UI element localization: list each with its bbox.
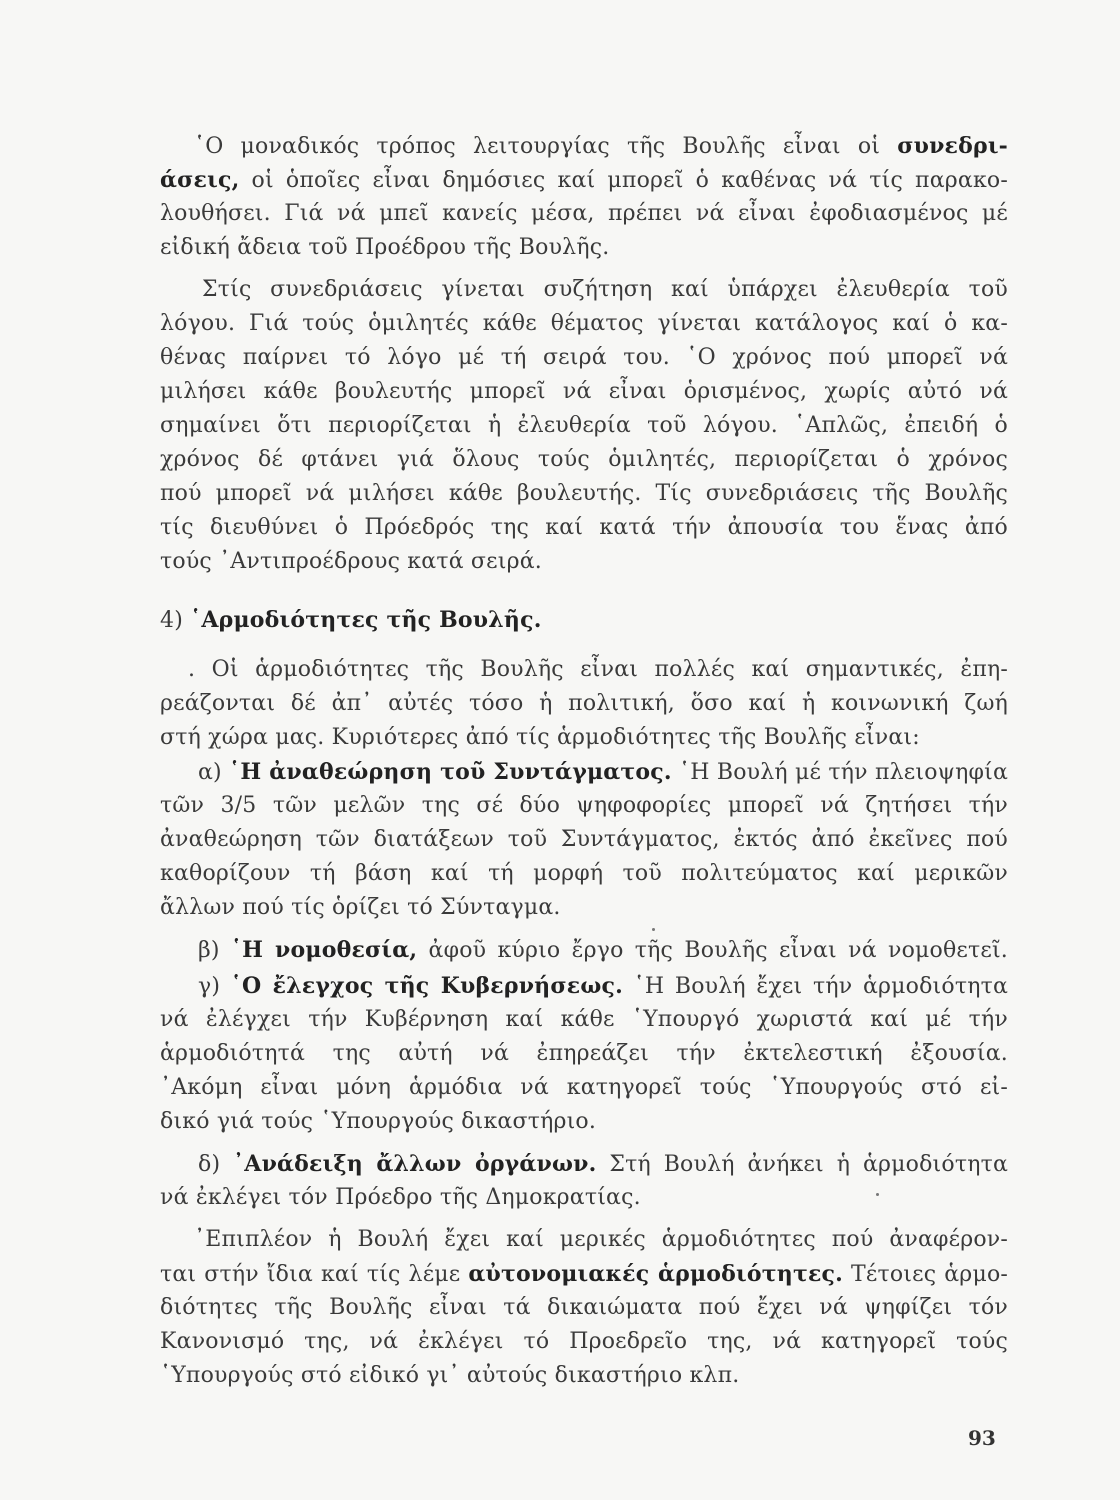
text-line: [160, 166, 1008, 195]
text-line: [160, 514, 1008, 542]
bold-text: ῾Η νομοθεσία,: [230, 937, 418, 963]
text-segment: λουθήσει. Γιά νά μπεῖ κανείς μέσα, πρέπει νά εἶναι ἐφοδιασμένος μέ: [160, 201, 1008, 226]
text-line: [160, 344, 1008, 372]
text-segment: πού μπορεῖ νά μιλήσει κάθε βουλευτής. Τίς συνεδριάσεις τῆς Βουλῆς: [160, 481, 1008, 506]
bold-text: συνεδρι-: [897, 133, 1008, 159]
text-line: [160, 548, 1008, 576]
text-segment: γ): [198, 974, 231, 999]
text-segment: τούς ᾽Αντιπροέδρους κατά σειρά.: [160, 549, 542, 574]
bold-text: ῾Ο ἔλεγχος τῆς Κυβερνήσεως.: [230, 973, 623, 999]
text-line: [160, 200, 1008, 228]
text-segment: Κανονισμό της, νά ἐκλέγει τό Προεδρεῖο της, νά κατηγορεῖ τούς: [160, 1329, 1008, 1354]
list-item-b: [160, 936, 1008, 965]
text-segment: λόγου. Γιά τούς ὁμιλητές κάθε θέματος γίνεται κατάλογος καί ὁ κα-: [160, 311, 1008, 336]
text-segment: ρεάζονται δέ ἀπ᾽ αὐτές τόσο ἡ πολιτική, ὅσο καί ἡ κοινωνική ζωή: [160, 691, 1008, 716]
text-line: [160, 792, 1008, 820]
text-line: [160, 276, 1008, 304]
text-segment: ῾Η Βουλή μέ τήν πλειοψηφία: [671, 760, 1008, 785]
text-line: [160, 690, 1008, 718]
text-line: [160, 894, 1008, 922]
text-segment: . Οἱ ἁρμοδιότητες τῆς Βουλῆς εἶναι πολλές καί σημαντικές, ἐπη-: [188, 657, 1008, 682]
text-line: [160, 132, 1008, 161]
print-speck: [876, 1193, 879, 1196]
text-segment: ῾Ο μοναδικός τρόπος λειτουργίας τῆς Βουλῆς εἶναι οἱ: [194, 134, 898, 159]
text-line: [160, 1074, 1008, 1102]
text-segment: α): [198, 760, 230, 785]
bold-text: ῾Αρμοδιότητες τῆς Βουλῆς.: [190, 607, 542, 633]
text-line: [160, 1294, 1008, 1322]
text-segment: ᾽Ακόμη εἶναι μόνη ἁρμόδια νά κατηγορεῖ τούς ῾Υπουργούς στό εἰ-: [160, 1075, 1008, 1100]
text-segment: θένας παίρνει τό λόγο μέ τή σειρά του. ῾Ο χρόνος πού μπορεῖ νά: [160, 345, 1008, 370]
text-segment: ἀναθεώρηση τῶν διατάξεων τοῦ Συντάγματος, ἐκτός ἀπό ἐκεῖνες πού: [160, 827, 1008, 852]
text-segment: ῾Η Βουλή ἔχει τήν ἁρμοδιότητα: [622, 974, 1009, 999]
text-line: [160, 1362, 1008, 1390]
text-line: [160, 234, 1008, 262]
text-segment: οἱ ὁποῖες εἶναι δημόσιες καί μπορεῖ ὁ καθένας νά τίς παρακο-: [239, 168, 1008, 193]
text-segment: ἁρμοδιότητά της αὐτή νά ἐπηρεάζει τήν ἐκτελεστική ἐξουσία.: [160, 1041, 1008, 1066]
text-segment: τῶν 3/5 τῶν μελῶν της σέ δύο ψηφοφορίες μπορεῖ νά ζητήσει τήν: [160, 793, 1008, 818]
text-segment: δ): [198, 1152, 234, 1177]
text-line: [160, 480, 1008, 508]
bold-text: ῾Η ἀναθεώρηση τοῦ Συντάγματος.: [229, 759, 672, 785]
text-line: [160, 1226, 1008, 1254]
print-speck: [652, 928, 655, 931]
text-segment: μιλήσει κάθε βουλευτής μπορεῖ νά εἶναι ὁρισμένος, χωρίς αὐτό νά: [160, 379, 1008, 404]
text-line: [160, 1006, 1008, 1034]
text-line: [160, 446, 1008, 474]
text-line: [160, 826, 1008, 854]
text-line: [160, 378, 1008, 406]
text-segment: ται στήν ἴδια καί τίς λέμε: [160, 1262, 469, 1287]
text-segment: β): [198, 938, 231, 963]
text-line: [160, 1184, 1008, 1212]
text-line: [160, 1108, 1008, 1136]
text-segment: Στή Βουλή ἀνήκει ἡ ἁρμοδιότητα: [596, 1152, 1008, 1177]
text-line: [160, 1260, 1008, 1289]
text-segment: εἰδική ἄδεια τοῦ Προέδρου τῆς Βουλῆς.: [160, 235, 610, 260]
text-segment: τίς διευθύνει ὁ Πρόεδρός της καί κατά τήν ἀπουσία του ἕνας ἀπό: [160, 515, 1008, 540]
text-segment: ἀφοῦ κύριο ἔργο τῆς Βουλῆς εἶναι νά νομοθετεῖ.: [417, 938, 1008, 963]
text-segment: χρόνος δέ φτάνει γιά ὅλους τούς ὁμιλητές, περιορίζεται ὁ χρόνος: [160, 447, 1008, 472]
text-line: [160, 1328, 1008, 1356]
page-number: 93: [968, 1426, 996, 1450]
text-line: [160, 412, 1008, 440]
text-line: [160, 1040, 1008, 1068]
text-segment: νά ἐκλέγει τόν Πρόεδρο τῆς Δημοκρατίας.: [160, 1185, 641, 1210]
text-segment: 4): [160, 608, 191, 633]
text-segment: στή χώρα μας. Κυριότερες ἀπό τίς ἁρμοδιότητες τῆς Βουλῆς εἶναι:: [160, 725, 920, 750]
text-segment: διότητες τῆς Βουλῆς εἶναι τά δικαιώματα πού ἔχει νά ψηφίζει τόν: [160, 1295, 1008, 1320]
bold-text: άσεις,: [160, 167, 240, 193]
text-line: [160, 724, 1008, 752]
text-line: [160, 860, 1008, 888]
section-heading: [160, 606, 1008, 635]
bold-text: ᾽Ανάδειξη ἄλλων ὀργάνων.: [233, 1151, 597, 1177]
text-line: [160, 310, 1008, 338]
text-segment: σημαίνει ὅτι περιορίζεται ἡ ἐλευθερία τοῦ λόγου. ῾Απλῶς, ἐπειδή ὁ: [160, 413, 1008, 438]
list-item-d: [160, 1150, 1008, 1179]
bold-text: αὐτονομιακές ἁρμοδιότητες.: [468, 1261, 843, 1287]
text-segment: ᾽Επιπλέον ἡ Βουλή ἔχει καί μερικές ἁρμοδιότητες πού ἀναφέρον-: [194, 1227, 1008, 1252]
text-segment: Τέτοιες ἁρμο-: [843, 1262, 1009, 1287]
text-segment: ῾Υπουργούς στό εἰδικό γι᾽ αὐτούς δικαστήριο κλπ.: [160, 1363, 740, 1388]
text-segment: ἄλλων πού τίς ὁρίζει τό Σύνταγμα.: [160, 895, 561, 920]
list-item-c: [160, 972, 1008, 1001]
text-segment: καθορίζουν τή βάση καί τή μορφή τοῦ πολιτεύματος καί μερικῶν: [160, 861, 1008, 886]
text-line: [160, 656, 1008, 684]
text-segment: νά ἐλέγχει τήν Κυβέρνηση καί κάθε ῾Υπουργό χωριστά καί μέ τήν: [160, 1007, 1008, 1032]
list-item-a: [160, 758, 1008, 787]
text-segment: Στίς συνεδριάσεις γίνεται συζήτηση καί ὑπάρχει ἐλευθερία τοῦ: [202, 277, 1008, 302]
text-segment: δικό γιά τούς ῾Υπουργούς δικαστήριο.: [160, 1109, 597, 1134]
